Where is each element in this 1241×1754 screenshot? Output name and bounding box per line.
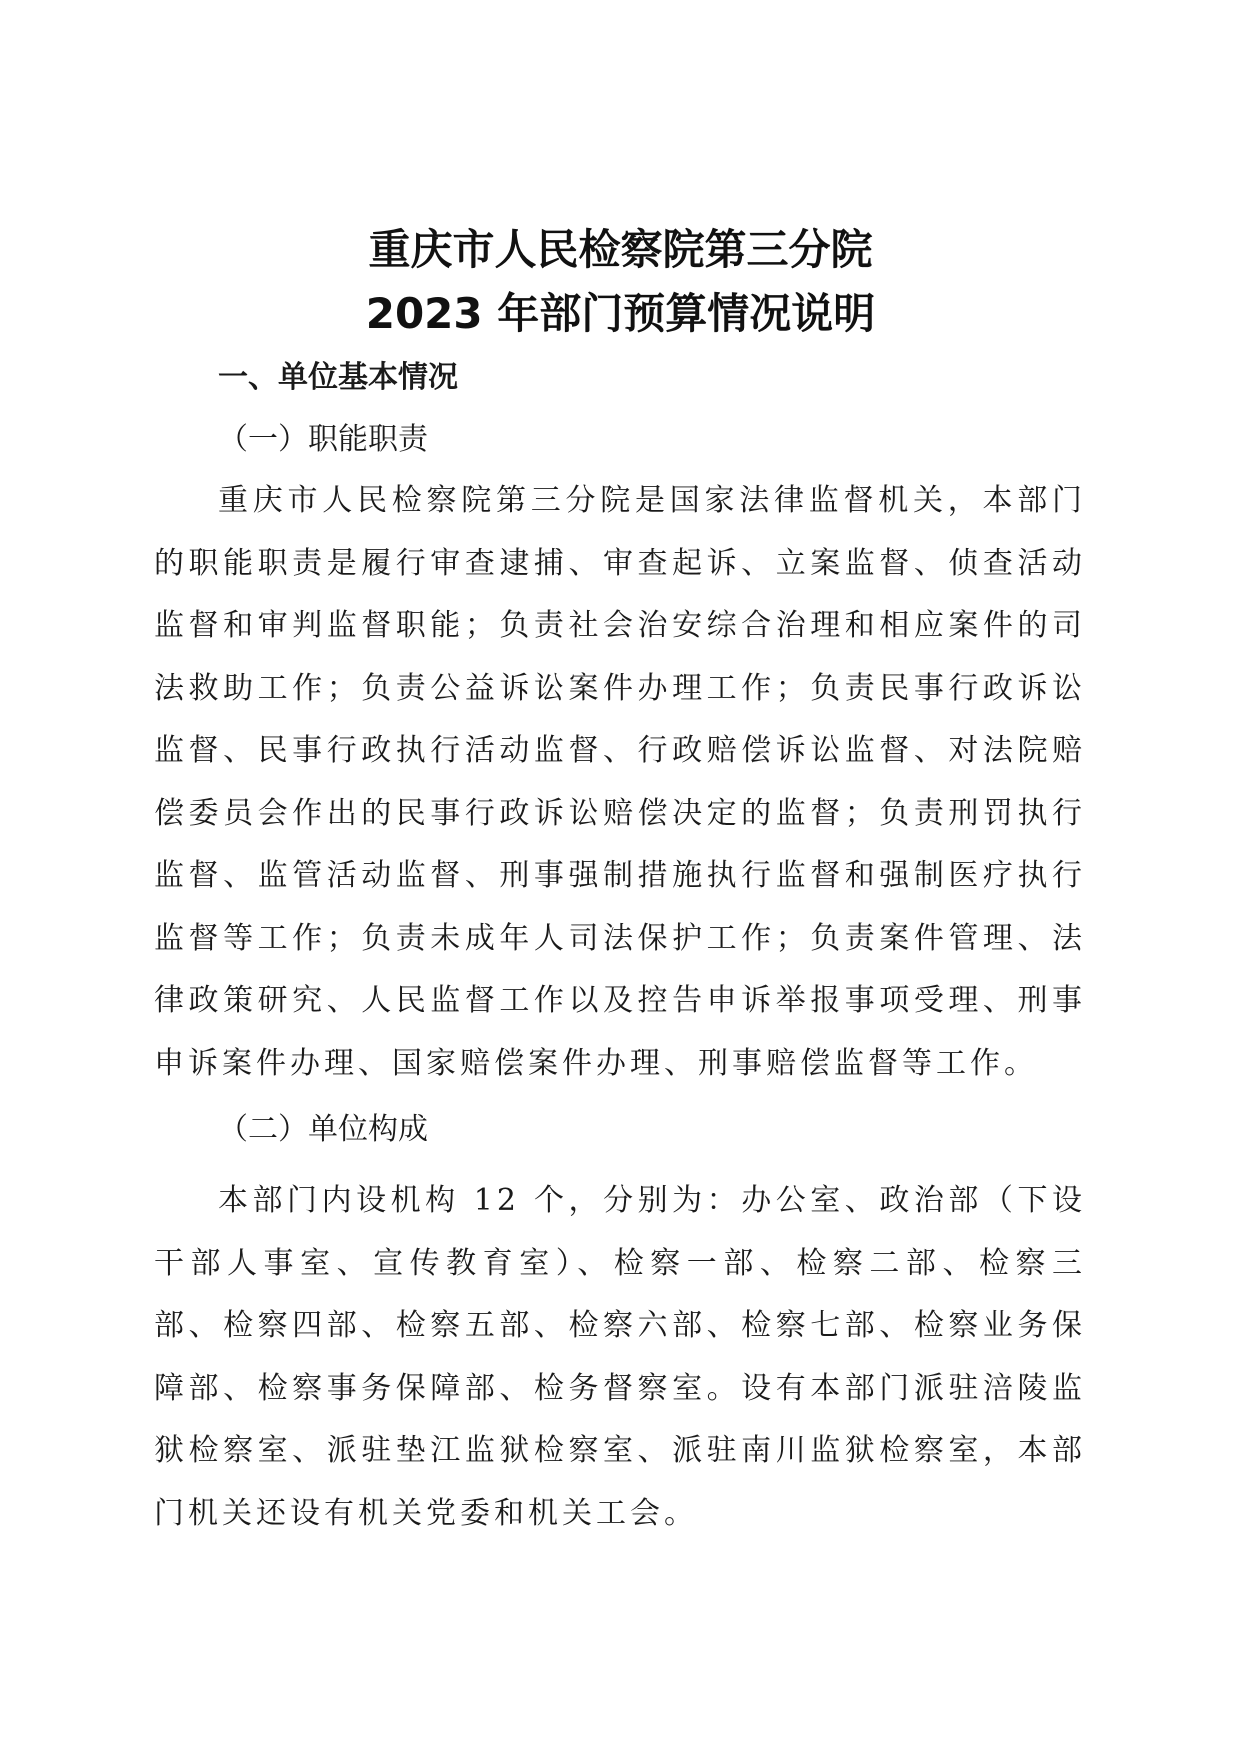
document-title-line1: 重庆市人民检察院第三分院 xyxy=(368,225,873,274)
subsection1-heading: （一）职能职责 xyxy=(218,422,428,457)
document-title-line2: 2023 年部门预算情况说明 xyxy=(365,289,876,338)
section1-heading: 一、单位基本情况 xyxy=(218,360,458,395)
subsection1-body: 重庆市人民检察院第三分院是国家法律监督机关，本部门的职能职责是履行审查逮捕、审查起诉、立案监督、侦查活动监督和审判监督职能；负责社会治安综合治理和相应案件的司法救助工作；负责公益诉讼案件办理工作；负责民事行政诉讼监督、民事行政执行活动监督、行政赔偿诉讼监督、对法院赔偿委员会作出的民事行政诉讼赔偿决定的监督；负责刑罚执行监督、监管活动监督、刑事强制措施执行监督和强制医疗执行监督等工作；负责未成年人司法保护工作；负责案件管理、法律政策研究、人民监督工作以及控告申诉举报事项受理、刑事申诉案件办理、国家赔偿案件办理、刑事赔偿监督等工作。 xyxy=(154,483,1086,1081)
subsection2-heading: （二）单位构成 xyxy=(218,1112,428,1147)
subsection2-body: 本部门内设机构 12 个，分别为：办公室、政治部（下设干部人事室、宣传教育室）、检察一部、检察二部、检察三部、检察四部、检察五部、检察六部、检察七部、检察业务保障部、检察事务保障部、检务督察室。设有本部门派驻涪陵监狱检察室、派驻垫江监狱检察室、派驻南川监狱检察室，本部门机关还设有机关党委和机关工会。 xyxy=(154,1183,1086,1531)
